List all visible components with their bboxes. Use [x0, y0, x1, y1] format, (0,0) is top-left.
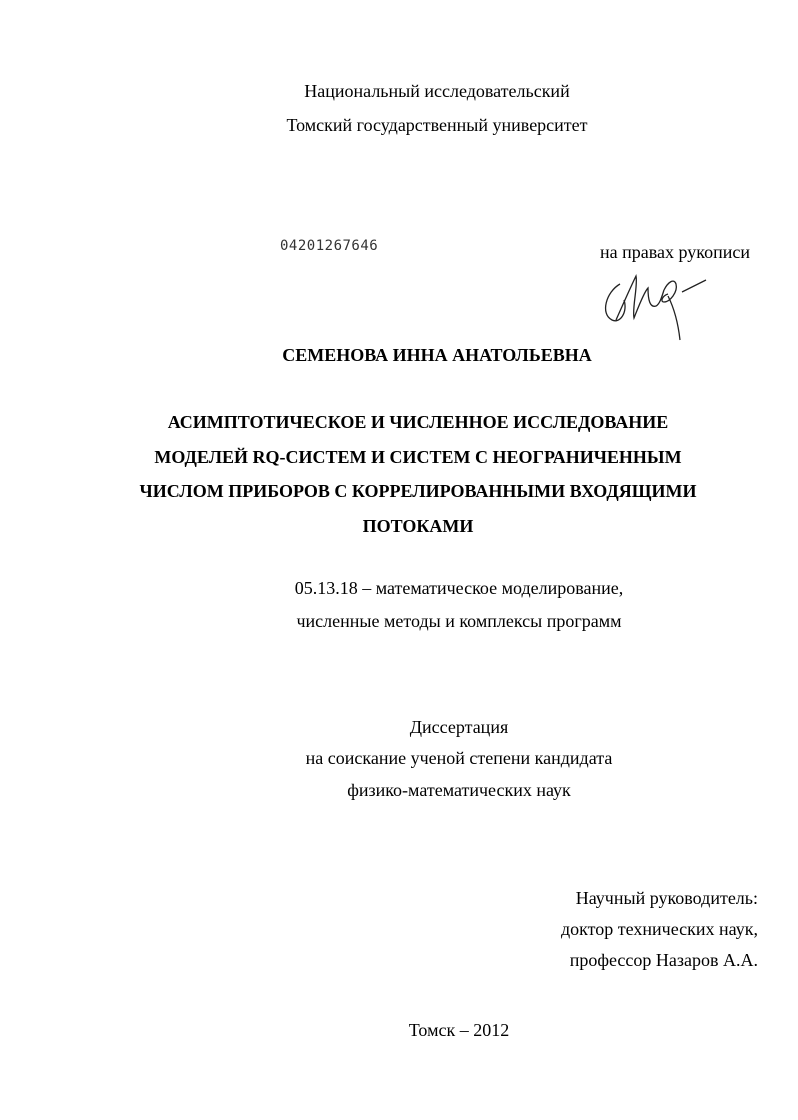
dissertation-label: Диссертация [409, 717, 509, 737]
supervisor-degree: доктор технических наук, [561, 919, 758, 939]
inventory-number: 04201267646 [280, 238, 379, 254]
specialty-line-2: численные методы и комплексы программ [296, 611, 622, 631]
author-name: СЕМЕНОВА ИННА АНАТОЛЬЕВНА [282, 345, 592, 365]
dissertation-title [60, 405, 798, 543]
field-line: физико-математических наук [347, 780, 571, 800]
city-year: Томск – 2012 [408, 1020, 510, 1040]
supervisor-label: Научный руководитель: [575, 888, 758, 908]
title-line-4: ПОТОКАМИ [362, 515, 474, 536]
degree-line: на соискание ученой степени кандидата [305, 748, 613, 768]
title-line-1: АСИМПТОТИЧЕСКОЕ И ЧИСЛЕННОЕ ИССЛЕДОВАНИЕ [167, 412, 669, 432]
title-line-2: МОДЕЛЕЙ RQ-СИСТЕМ И СИСТЕМ С НЕОГРАНИЧЕННЫМ [154, 446, 682, 467]
institution-line-2: Томский государственный университет [286, 115, 588, 135]
supervisor-block [561, 883, 758, 976]
specialty-line-1: 05.13.18 – математическое моделирование, [294, 578, 624, 598]
institution-line-1: Национальный исследовательский [304, 81, 570, 101]
signature-icon [598, 262, 708, 352]
supervisor-name: профессор Назаров А.А. [569, 950, 758, 970]
manuscript-note: на правах рукописи [600, 242, 750, 262]
title-line-3: ЧИСЛОМ ПРИБОРОВ С КОРРЕЛИРОВАННЫМИ ВХОДЯЩИМИ [139, 481, 697, 501]
